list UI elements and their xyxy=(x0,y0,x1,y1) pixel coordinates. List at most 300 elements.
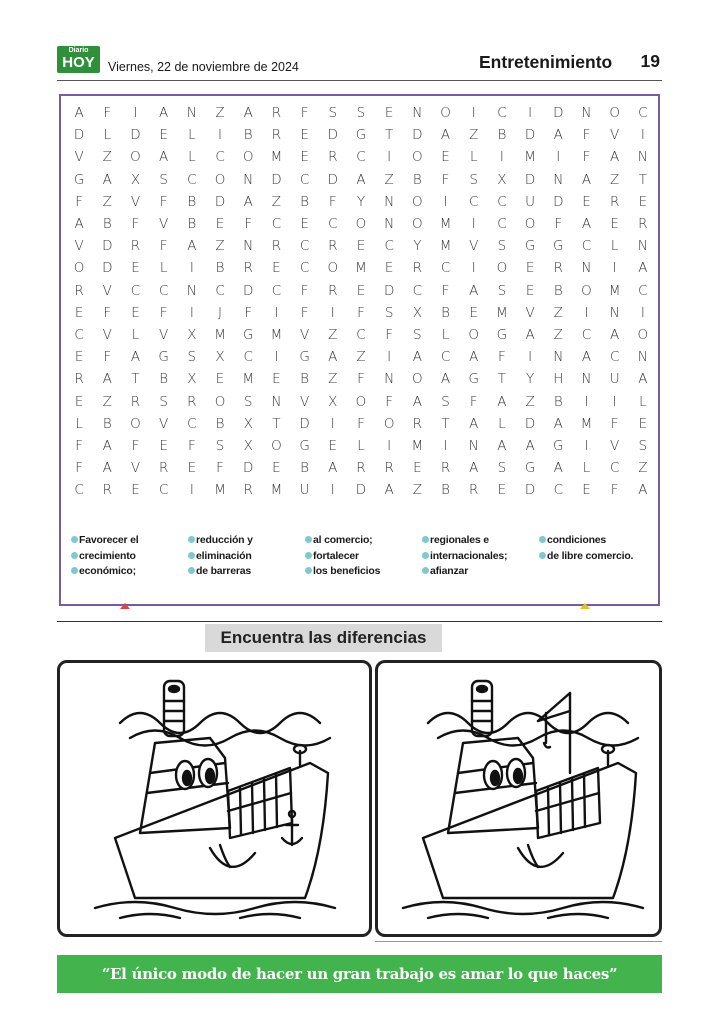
grid-letter: C xyxy=(497,216,507,233)
grid-letter: L xyxy=(469,149,478,166)
grid-letter: D xyxy=(383,282,395,299)
header-divider xyxy=(57,80,662,81)
grid-letter: S xyxy=(497,282,507,299)
water-line xyxy=(403,902,643,914)
grid-letter: D xyxy=(102,260,113,277)
grid-letter: R xyxy=(271,127,282,144)
grid-letter: X xyxy=(215,349,225,366)
grid-letter: A xyxy=(638,260,648,277)
grid-letter: E xyxy=(131,304,140,321)
grid-letter: E xyxy=(131,482,140,499)
grid-letter: S xyxy=(356,105,366,122)
grid-letter: F xyxy=(469,393,478,410)
grid-letter: E xyxy=(525,260,535,277)
grid-letter: F xyxy=(216,460,224,477)
logo-text: HOY xyxy=(62,54,95,71)
grid-letter: D xyxy=(327,171,338,188)
grid-letter: R xyxy=(469,482,479,499)
grid-letter: C xyxy=(271,216,282,233)
grid-letter: N xyxy=(581,105,592,122)
issue-date: Viernes, 22 de noviembre de 2024 xyxy=(108,60,299,74)
grid-letter: Z xyxy=(553,326,563,343)
grid-letter: I xyxy=(471,260,476,277)
grid-letter: E xyxy=(441,149,450,166)
grid-letter: A xyxy=(497,437,507,454)
grid-letter: Z xyxy=(328,326,338,343)
grid-letter: F xyxy=(357,304,365,321)
grid-letter: A xyxy=(412,393,422,410)
grid-letter: A xyxy=(638,371,648,388)
grid-letter: F xyxy=(75,460,83,477)
grid-letter: N xyxy=(581,260,592,277)
grid-letter: H xyxy=(553,371,564,388)
grid-letter: Z xyxy=(525,393,535,410)
grid-letter: C xyxy=(609,349,620,366)
grid-letter: Z xyxy=(610,171,620,188)
grid-letter: B xyxy=(243,127,253,144)
grid-letter: A xyxy=(440,127,451,144)
grid-letter: G xyxy=(524,238,536,255)
grid-letter: Y xyxy=(413,238,422,255)
grid-letter: Y xyxy=(525,371,535,388)
word-text: de barreras xyxy=(196,565,252,577)
grid-letter: N xyxy=(384,193,395,210)
grid-letter: S xyxy=(469,171,478,188)
grid-letter: F xyxy=(357,415,365,432)
grid-letter: F xyxy=(554,216,563,233)
grid-letter: I xyxy=(330,482,335,499)
word-list-item xyxy=(188,549,305,565)
grid-letter: I xyxy=(612,393,617,410)
grid-letter: C xyxy=(469,193,479,210)
grid-letter: D xyxy=(271,171,282,188)
grid-letter: C xyxy=(158,482,169,499)
grid-letter: C xyxy=(215,282,225,299)
grid-row xyxy=(65,146,657,168)
grid-letter: E xyxy=(272,260,281,277)
word-list-item xyxy=(539,533,656,549)
grid-letter: C xyxy=(384,238,394,255)
grid-letter: I xyxy=(612,260,617,277)
grid-letter: A xyxy=(469,415,479,432)
grid-row xyxy=(65,435,657,457)
grid-letter: Z xyxy=(102,193,112,210)
grid-letter: V xyxy=(610,127,620,144)
grid-letter: N xyxy=(581,371,592,388)
grid-letter: T xyxy=(385,127,394,144)
grid-letter: V xyxy=(299,326,310,343)
grid-letter: X xyxy=(187,326,197,343)
grid-letter: E xyxy=(610,216,619,233)
grid-letter: A xyxy=(356,171,366,188)
grid-letter: B xyxy=(412,171,422,188)
grid-letter: M xyxy=(355,260,367,277)
grid-row xyxy=(65,368,657,390)
word-list xyxy=(71,533,656,580)
grid-letter: A xyxy=(159,149,169,166)
grid-letter: O xyxy=(412,216,423,233)
grid-letter: C xyxy=(581,238,592,255)
bullet-icon xyxy=(539,552,546,559)
bullet-icon xyxy=(422,567,429,574)
grid-letter: M xyxy=(496,304,508,321)
grid-letter: E xyxy=(159,127,168,144)
grid-letter: F xyxy=(300,105,309,122)
grid-letter: C xyxy=(328,216,338,233)
bullet-icon xyxy=(539,536,546,543)
word-list-item xyxy=(305,533,422,549)
grid-letter: B xyxy=(553,393,563,410)
grid-letter: D xyxy=(243,460,254,477)
grid-letter: L xyxy=(441,326,450,343)
grid-letter: F xyxy=(103,105,112,122)
grid-letter: D xyxy=(412,127,423,144)
bullet-icon xyxy=(71,552,78,559)
grid-letter: R xyxy=(102,482,112,499)
grid-row xyxy=(65,169,657,191)
grid-letter: O xyxy=(581,282,592,299)
grid-letter: A xyxy=(102,437,112,454)
grid-letter: V xyxy=(469,238,479,255)
grid-letter: S xyxy=(384,304,394,321)
grid-letter: F xyxy=(75,437,83,454)
grid-letter: D xyxy=(299,415,310,432)
grid-letter: O xyxy=(637,326,649,343)
bullet-icon xyxy=(71,567,78,574)
grid-letter: A xyxy=(553,460,563,477)
grid-letter: E xyxy=(638,193,648,210)
grid-letter: V xyxy=(525,304,535,321)
word-text: afianzar xyxy=(430,565,469,577)
grid-letter: M xyxy=(270,482,283,499)
grid-letter: O xyxy=(524,216,536,233)
word-list-item xyxy=(422,564,539,580)
grid-letter: L xyxy=(131,326,140,343)
grid-letter: J xyxy=(218,304,223,321)
grid-letter: E xyxy=(159,437,168,454)
grid-letter: E xyxy=(497,482,507,499)
grid-letter: R xyxy=(130,393,141,410)
word-list-column xyxy=(539,533,656,580)
grid-letter: G xyxy=(524,460,536,477)
section-divider xyxy=(57,621,662,622)
grid-letter: F xyxy=(441,171,450,188)
grid-letter: O xyxy=(412,371,423,388)
grid-letter: V xyxy=(74,238,84,255)
grid-letter: C xyxy=(74,482,84,499)
grid-letter: F xyxy=(357,371,365,388)
grid-row xyxy=(65,457,657,479)
grid-letter: I xyxy=(330,304,335,321)
grid-row xyxy=(65,257,657,279)
word-list-item xyxy=(71,549,188,565)
grid-letter: I xyxy=(218,127,223,144)
grid-letter: M xyxy=(524,149,536,166)
word-list-item xyxy=(188,564,305,580)
grid-letter: B xyxy=(441,304,450,321)
grid-letter: V xyxy=(102,326,112,343)
grid-letter: C xyxy=(497,193,507,210)
grid-letter: L xyxy=(498,415,506,432)
grid-letter: A xyxy=(130,349,141,366)
grid-letter: F xyxy=(441,282,450,299)
grid-letter: R xyxy=(328,238,338,255)
grid-letter: G xyxy=(496,326,508,343)
grid-letter: V xyxy=(130,460,141,477)
grid-letter: C xyxy=(187,171,197,188)
grid-letter: V xyxy=(130,193,141,210)
grid-letter: E xyxy=(384,260,394,277)
grid-letter: C xyxy=(356,326,366,343)
grid-letter: R xyxy=(74,282,84,299)
grid-letter: R xyxy=(243,482,253,499)
grid-letter: N xyxy=(186,105,197,122)
grid-letter: O xyxy=(496,260,508,277)
grid-letter: N xyxy=(553,349,564,366)
bullet-icon xyxy=(71,536,78,543)
grid-letter: A xyxy=(553,415,563,432)
grid-letter: A xyxy=(581,171,592,188)
grid-letter: A xyxy=(469,282,479,299)
grid-letter: L xyxy=(610,238,619,255)
grid-letter: O xyxy=(214,171,226,188)
water-line xyxy=(95,902,335,914)
grid-letter: A xyxy=(243,193,253,210)
grid-letter: M xyxy=(580,415,593,432)
grid-letter: F xyxy=(610,415,619,432)
grid-letter: I xyxy=(189,260,194,277)
grid-letter: C xyxy=(299,171,310,188)
grid-letter: A xyxy=(638,482,648,499)
grid-letter: T xyxy=(441,415,450,432)
grid-letter: U xyxy=(525,193,536,210)
grid-letter: B xyxy=(300,460,310,477)
page-number: 19 xyxy=(640,51,660,71)
grid-letter: I xyxy=(584,393,589,410)
grid-letter: D xyxy=(524,127,536,144)
grid-letter: R xyxy=(187,393,197,410)
grid-letter: F xyxy=(103,349,112,366)
grid-letter: R xyxy=(271,238,282,255)
grid-letter: G xyxy=(158,349,169,366)
grid-letter: R xyxy=(158,460,169,477)
grid-letter: A xyxy=(328,349,338,366)
bullet-icon xyxy=(188,536,195,543)
grid-letter: I xyxy=(528,105,533,122)
grid-letter: D xyxy=(327,127,338,144)
grid-letter: D xyxy=(355,482,367,499)
grid-letter: N xyxy=(384,216,395,233)
grid-letter: B xyxy=(553,282,563,299)
grid-letter: F xyxy=(582,149,591,166)
grid-letter: C xyxy=(497,105,507,122)
grid-row xyxy=(65,124,657,146)
grid-row xyxy=(65,213,657,235)
grid-letter: B xyxy=(187,193,197,210)
grid-row xyxy=(65,346,657,368)
grid-letter: Z xyxy=(328,371,338,388)
grid-letter: V xyxy=(102,282,112,299)
grid-letter: C xyxy=(158,282,169,299)
grid-letter: V xyxy=(299,393,310,410)
grid-letter: S xyxy=(187,349,197,366)
grid-letter: T xyxy=(131,371,140,388)
grid-letter: R xyxy=(74,371,84,388)
bullet-icon xyxy=(305,567,312,574)
grid-letter: T xyxy=(497,371,507,388)
word-text: internacionales; xyxy=(430,549,508,562)
word-text: económico; xyxy=(79,565,136,577)
word-list-column xyxy=(422,533,539,580)
grid-letter: Z xyxy=(384,171,394,188)
grid-letter: A xyxy=(102,171,112,188)
grid-letter: S xyxy=(638,437,648,454)
grid-letter: N xyxy=(637,238,648,255)
grid-row xyxy=(65,235,657,257)
grid-letter: B xyxy=(102,216,112,233)
grid-letter: D xyxy=(553,193,564,210)
grid-letter: F xyxy=(582,127,591,144)
grid-letter: G xyxy=(73,171,85,188)
grid-letter: L xyxy=(75,415,83,432)
grid-row xyxy=(65,280,657,302)
grid-letter: C xyxy=(130,282,141,299)
grid-letter: R xyxy=(638,216,648,233)
grid-letter: I xyxy=(189,304,194,321)
word-text: reducción y xyxy=(196,534,253,546)
grid-letter: F xyxy=(159,238,168,255)
grid-letter: I xyxy=(584,304,589,321)
grid-letter: C xyxy=(299,238,310,255)
grid-letter: B xyxy=(159,371,169,388)
grid-letter: A xyxy=(469,349,479,366)
grid-letter: C xyxy=(440,349,451,366)
grid-letter: E xyxy=(413,460,422,477)
word-text: al comercio; xyxy=(313,534,373,546)
bullet-icon xyxy=(422,552,429,559)
grid-letter: X xyxy=(243,415,253,432)
grid-letter: S xyxy=(215,437,225,454)
newspaper-logo xyxy=(57,46,100,73)
word-list-item xyxy=(305,564,422,580)
grid-letter: T xyxy=(272,415,281,432)
grid-letter: A xyxy=(610,149,620,166)
grid-letter: E xyxy=(300,149,309,166)
grid-letter: N xyxy=(609,304,620,321)
grid-letter: A xyxy=(159,105,169,122)
grid-letter: Z xyxy=(412,482,422,499)
grid-letter: A xyxy=(384,482,394,499)
grid-letter: Z xyxy=(102,149,112,166)
grid-letter: E xyxy=(215,371,225,388)
section-title: Entretenimiento xyxy=(479,52,613,72)
grid-letter: M xyxy=(270,326,283,343)
boat-illustration-right xyxy=(378,663,659,934)
grid-letter: V xyxy=(74,149,84,166)
panel-divider xyxy=(375,941,662,942)
grid-letter: B xyxy=(102,415,112,432)
grid-letter: N xyxy=(384,371,395,388)
grid-letter: Z xyxy=(215,105,225,122)
word-text: de libre comercio. xyxy=(547,549,634,562)
grid-letter: A xyxy=(412,349,422,366)
grid-letter: O xyxy=(73,260,85,277)
grid-letter: N xyxy=(553,171,564,188)
grid-letter: I xyxy=(640,304,645,321)
grid-letter: C xyxy=(609,460,620,477)
grid-letter: R xyxy=(609,193,620,210)
grid-row xyxy=(65,413,657,435)
grid-letter: X xyxy=(187,371,197,388)
grid-letter: S xyxy=(159,393,168,410)
grid-letter: S xyxy=(413,326,422,343)
grid-letter: A xyxy=(187,238,197,255)
red-triangle-mark xyxy=(120,603,130,609)
grid-letter: A xyxy=(74,216,84,233)
grid-row xyxy=(65,102,657,124)
word-list-item xyxy=(539,549,656,565)
grid-letter: E xyxy=(582,193,591,210)
grid-letter: F xyxy=(385,326,394,343)
grid-letter: R xyxy=(440,460,451,477)
grid-letter: I xyxy=(471,216,476,233)
grid-letter: X xyxy=(412,304,422,321)
bullet-icon xyxy=(305,536,312,543)
grid-letter: I xyxy=(443,437,448,454)
grid-letter: S xyxy=(159,171,168,188)
grid-letter: O xyxy=(383,415,395,432)
grid-letter: L xyxy=(159,260,168,277)
grid-letter: E xyxy=(638,415,648,432)
grid-letter: C xyxy=(215,149,225,166)
word-text: Favorecer el xyxy=(79,534,139,546)
grid-letter: G xyxy=(355,127,367,144)
grid-letter: M xyxy=(608,282,621,299)
letter-grid xyxy=(65,102,657,501)
grid-letter: I xyxy=(528,349,533,366)
grid-letter: F xyxy=(498,349,506,366)
grid-letter: M xyxy=(439,216,452,233)
grid-letter: O xyxy=(214,393,226,410)
grid-letter: R xyxy=(553,260,563,277)
grid-letter: I xyxy=(499,149,504,166)
yellow-triangle-mark xyxy=(580,603,590,609)
grid-letter: N xyxy=(243,171,254,188)
grid-letter: F xyxy=(103,304,112,321)
grid-letter: E xyxy=(187,460,197,477)
grid-letter: D xyxy=(553,105,564,122)
grid-letter: F xyxy=(187,437,196,454)
quote-banner: “El único modo de hacer un gran trabajo es amar lo que haces” xyxy=(57,955,662,993)
grid-letter: B xyxy=(497,127,507,144)
grid-row xyxy=(65,324,657,346)
grid-letter: D xyxy=(73,127,85,144)
word-list-item xyxy=(188,533,305,549)
grid-letter: I xyxy=(274,304,279,321)
word-text: eliminación xyxy=(196,549,252,562)
word-list-column xyxy=(188,533,305,580)
grid-letter: F xyxy=(385,393,394,410)
grid-letter: B xyxy=(300,371,310,388)
grid-letter: C xyxy=(299,260,310,277)
grid-letter: E xyxy=(525,282,535,299)
differences-title: Encuentra las diferencias xyxy=(205,624,442,652)
grid-letter: X xyxy=(130,171,141,188)
grid-letter: L xyxy=(103,127,112,144)
word-text: los beneficios xyxy=(313,565,381,577)
word-list-item xyxy=(71,564,188,580)
grid-letter: O xyxy=(327,260,339,277)
